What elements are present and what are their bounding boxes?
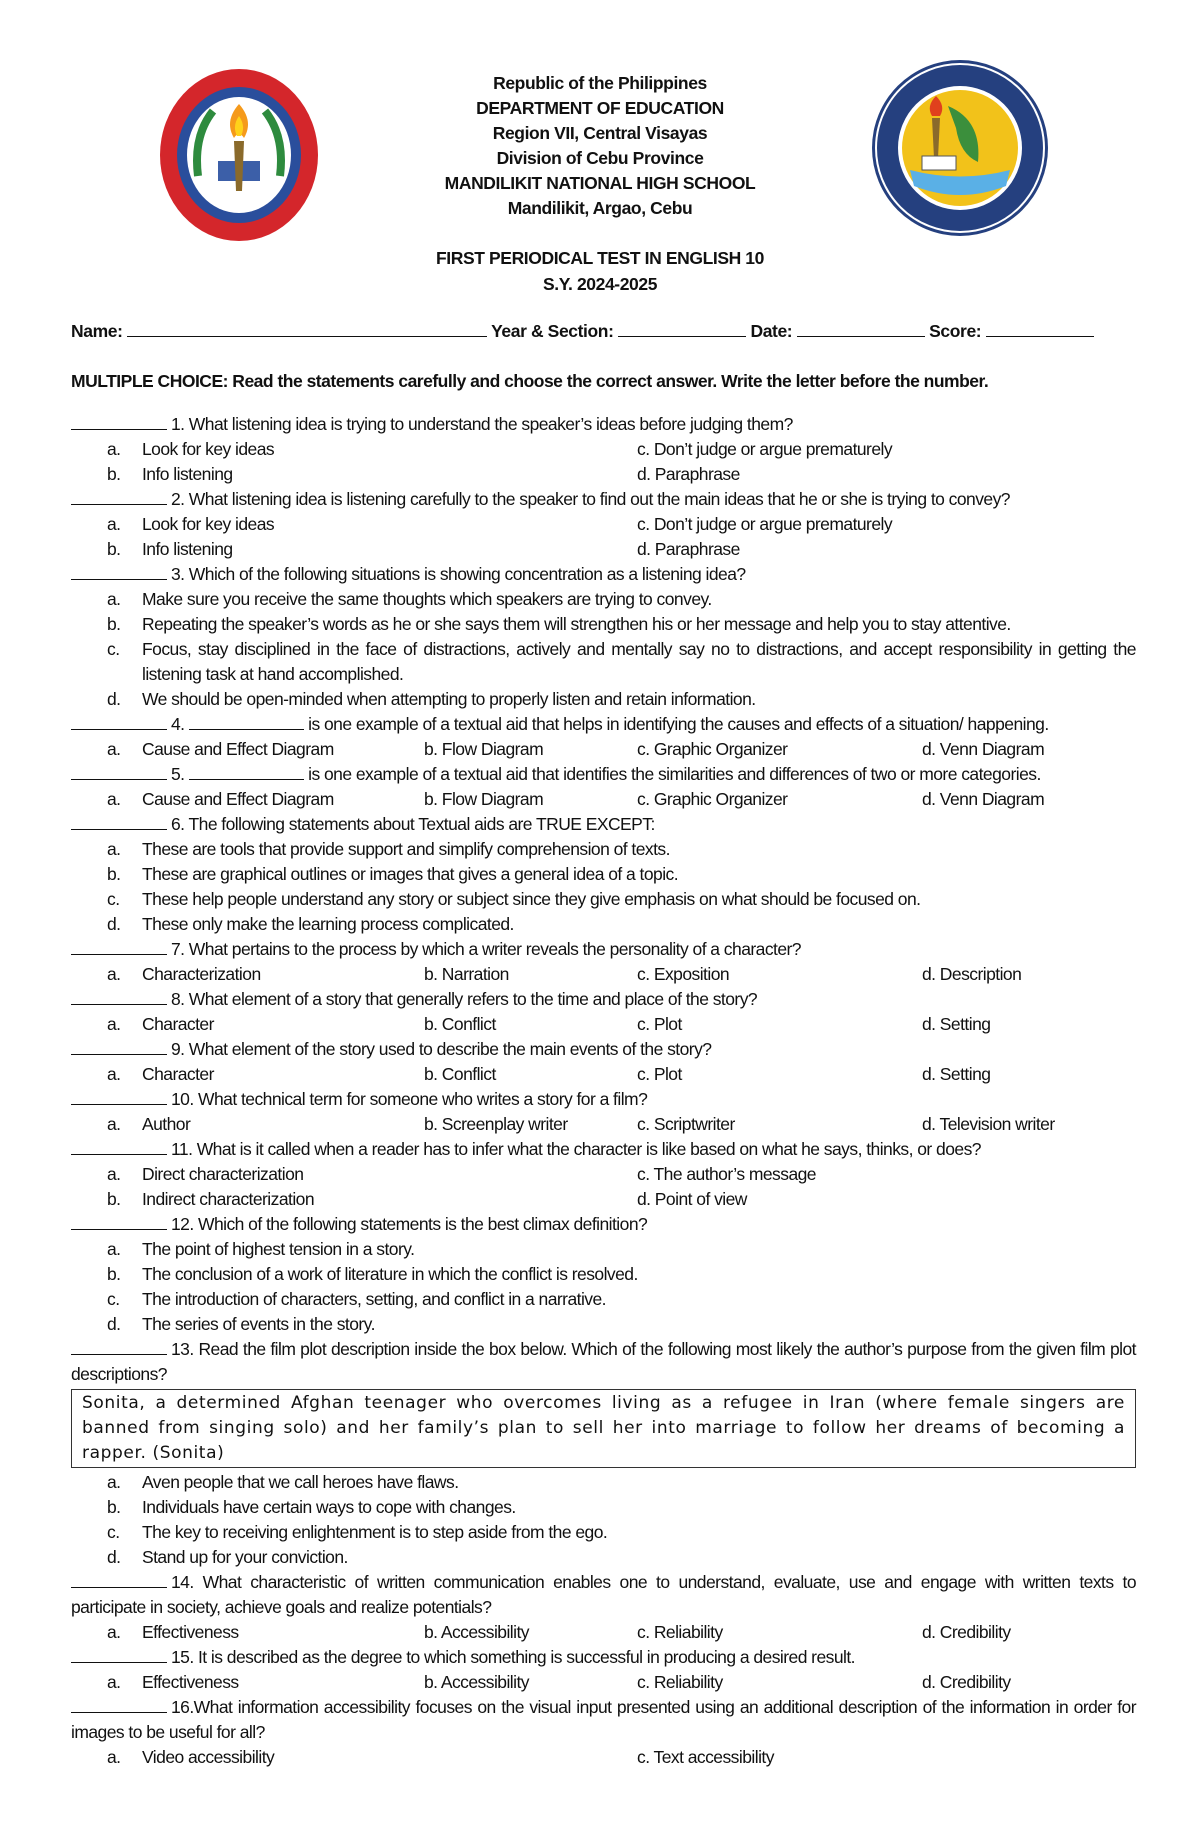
year-section-field[interactable] bbox=[618, 320, 746, 337]
options-9: a. Character b. Conflict c. Plot d. Setting bbox=[107, 1064, 991, 1084]
options-16: a. Video accessibility c. Text accessibility bbox=[107, 1747, 774, 1767]
instructions: MULTIPLE CHOICE: Read the statements carefully and choose the correct answer. Write the letter before the number. bbox=[71, 371, 989, 391]
options-12: a. The point of highest tension in a story. b. The conclusion of a work of literature in which the conflict is resolved. c. The introduction of characters, setting, and conflict in a narrative. d. The series of events in the story. bbox=[107, 1239, 638, 1334]
question-12: 12. Which of the following statements is the best climax definition? bbox=[71, 1212, 1136, 1237]
header-school: MANDILIKIT NATIONAL HIGH SCHOOL bbox=[444, 173, 756, 193]
options-15: a. Effectiveness b. Accessibility c. Reliability d. Credibility bbox=[107, 1672, 1011, 1692]
date-label: Date: bbox=[750, 321, 793, 341]
score-field[interactable] bbox=[986, 320, 1094, 337]
options-6: a. These are tools that provide support and simplify comprehension of texts. b. These are graphical outlines or images that gives a general idea of a topic. c. These help people understand any story or subject since they give emphasis on what should be focused on. d. These only make the learning process complicated. bbox=[107, 839, 921, 934]
options-7: a. Characterization b. Narration c. Exposition d. Description bbox=[107, 964, 1022, 984]
question-6: 6. The following statements about Textual aids are TRUE EXCEPT: bbox=[71, 812, 1136, 837]
options-11b: b. Indirect characterization d. Point of view bbox=[107, 1189, 747, 1209]
year-section-label: Year & Section: bbox=[491, 321, 614, 341]
options-4: a. Cause and Effect Diagram b. Flow Diagram c. Graphic Organizer d. Venn Diagram bbox=[107, 739, 1045, 759]
name-label: Name: bbox=[71, 321, 123, 341]
answer-blank-1[interactable] bbox=[71, 412, 167, 430]
options-11: a. Direct characterization c. The author’s message bbox=[107, 1164, 816, 1184]
options-8: a. Character b. Conflict c. Plot d. Setting bbox=[107, 1014, 991, 1034]
answer-blank-9[interactable] bbox=[71, 1037, 167, 1055]
header-address: Mandilikit, Argao, Cebu bbox=[507, 198, 693, 218]
question-list bbox=[71, 412, 1136, 1770]
question-1: 1. What listening idea is trying to understand the speaker’s ideas before judging them? bbox=[71, 412, 1136, 437]
division-seal-logo bbox=[870, 58, 1050, 238]
film-plot-box: Sonita, a determined Afghan teenager who overcomes living as a refugee in Iran (where female singers are banned from singing solo) and her family’s plan to sell her into marriage to follow her dreams of becoming a rapper. (Sonita) bbox=[71, 1389, 1136, 1468]
school-seal-logo bbox=[158, 66, 320, 244]
answer-blank-10[interactable] bbox=[71, 1087, 167, 1105]
answer-blank-15[interactable] bbox=[71, 1645, 167, 1663]
date-field[interactable] bbox=[797, 320, 925, 337]
answer-blank-2[interactable] bbox=[71, 487, 167, 505]
name-field[interactable] bbox=[127, 320, 487, 337]
question-5: 5. is one example of a textual aid that identifies the similarities and differences of two or more categories. bbox=[71, 762, 1136, 787]
question-4: 4. is one example of a textual aid that helps in identifying the causes and effects of a situation/ happening. bbox=[71, 712, 1136, 737]
question-13: 13. Read the film plot description inside the box below. Which of the following most likely the author’s purpose from the given film plot descriptions? bbox=[71, 1339, 1136, 1384]
options-2b: b. Info listening d. Paraphrase bbox=[107, 539, 740, 559]
answer-blank-14[interactable] bbox=[71, 1570, 167, 1588]
question-15: 15. It is described as the degree to which something is successful in producing a desired result. bbox=[71, 1645, 1136, 1670]
answer-blank-5[interactable] bbox=[71, 762, 167, 780]
question-14: 14. What characteristic of written communication enables one to understand, evaluate, use and engage with written texts to participate in society, achieve goals and realize potentials? bbox=[71, 1572, 1136, 1617]
question-9: 9. What element of the story used to describe the main events of the story? bbox=[71, 1037, 1136, 1062]
answer-blank-8[interactable] bbox=[71, 987, 167, 1005]
options-1: a. Look for key ideas c. Don’t judge or argue prematurely bbox=[107, 439, 893, 459]
header-division: Division of Cebu Province bbox=[496, 148, 704, 168]
answer-blank-4[interactable] bbox=[71, 712, 167, 730]
options-10: a. Author b. Screenplay writer c. Scriptwriter d. Television writer bbox=[107, 1114, 1055, 1134]
answer-blank-12[interactable] bbox=[71, 1212, 167, 1230]
student-info-line bbox=[71, 320, 1131, 342]
answer-blank-7[interactable] bbox=[71, 937, 167, 955]
options-3: a. Make sure you receive the same thoughts which speakers are trying to convey. b. Repeating the speaker’s words as he or she says them will strengthen his or her message and help you to stay attentive. c. Focus, stay disciplined in the face of distractions, actively and mentally say no to distractions, and accept responsibility in getting the listening task at hand accomplished. d. We should be open-minded when attempting to properly listen and retain information. bbox=[107, 589, 1136, 709]
options-1b: b. Info listening d. Paraphrase bbox=[107, 464, 740, 484]
question-11: 11. What is it called when a reader has to infer what the character is like based on what he says, thinks, or does? bbox=[71, 1137, 1136, 1162]
school-year: S.Y. 2024-2025 bbox=[542, 274, 658, 294]
options-2: a. Look for key ideas c. Don’t judge or argue prematurely bbox=[107, 514, 893, 534]
options-5: a. Cause and Effect Diagram b. Flow Diagram c. Graphic Organizer d. Venn Diagram bbox=[107, 789, 1045, 809]
test-title: FIRST PERIODICAL TEST IN ENGLISH 10 bbox=[436, 248, 764, 268]
question-8: 8. What element of a story that generally refers to the time and place of the story? bbox=[71, 987, 1136, 1012]
header-republic: Republic of the Philippines bbox=[493, 73, 707, 93]
answer-blank-16[interactable] bbox=[71, 1695, 167, 1713]
question-10: 10. What technical term for someone who writes a story for a film? bbox=[71, 1087, 1136, 1112]
question-3: 3. Which of the following situations is showing concentration as a listening idea? bbox=[71, 562, 1136, 587]
answer-blank-13[interactable] bbox=[71, 1337, 167, 1355]
options-13: a. Aven people that we call heroes have flaws. b. Individuals have certain ways to cope with changes. c. The key to receiving enlightenment is to step aside from the ego. d. Stand up for your conviction. bbox=[107, 1472, 608, 1567]
question-16: 16.What information accessibility focuses on the visual input presented using an additional description of the information in order for images to be useful for all? bbox=[71, 1697, 1136, 1742]
question-7: 7. What pertains to the process by which a writer reveals the personality of a character? bbox=[71, 937, 1136, 962]
header-region: Region VII, Central Visayas bbox=[492, 123, 708, 143]
question-2: 2. What listening idea is listening carefully to the speaker to find out the main ideas that he or she is trying to convey? bbox=[71, 487, 1136, 512]
school-header bbox=[380, 71, 820, 221]
header-department: DEPARTMENT OF EDUCATION bbox=[476, 98, 724, 118]
test-title-block bbox=[300, 245, 900, 297]
score-label: Score: bbox=[929, 321, 982, 341]
answer-blank-3[interactable] bbox=[71, 562, 167, 580]
answer-blank-11[interactable] bbox=[71, 1137, 167, 1155]
answer-blank-6[interactable] bbox=[71, 812, 167, 830]
options-14: a. Effectiveness b. Accessibility c. Reliability d. Credibility bbox=[107, 1622, 1011, 1642]
